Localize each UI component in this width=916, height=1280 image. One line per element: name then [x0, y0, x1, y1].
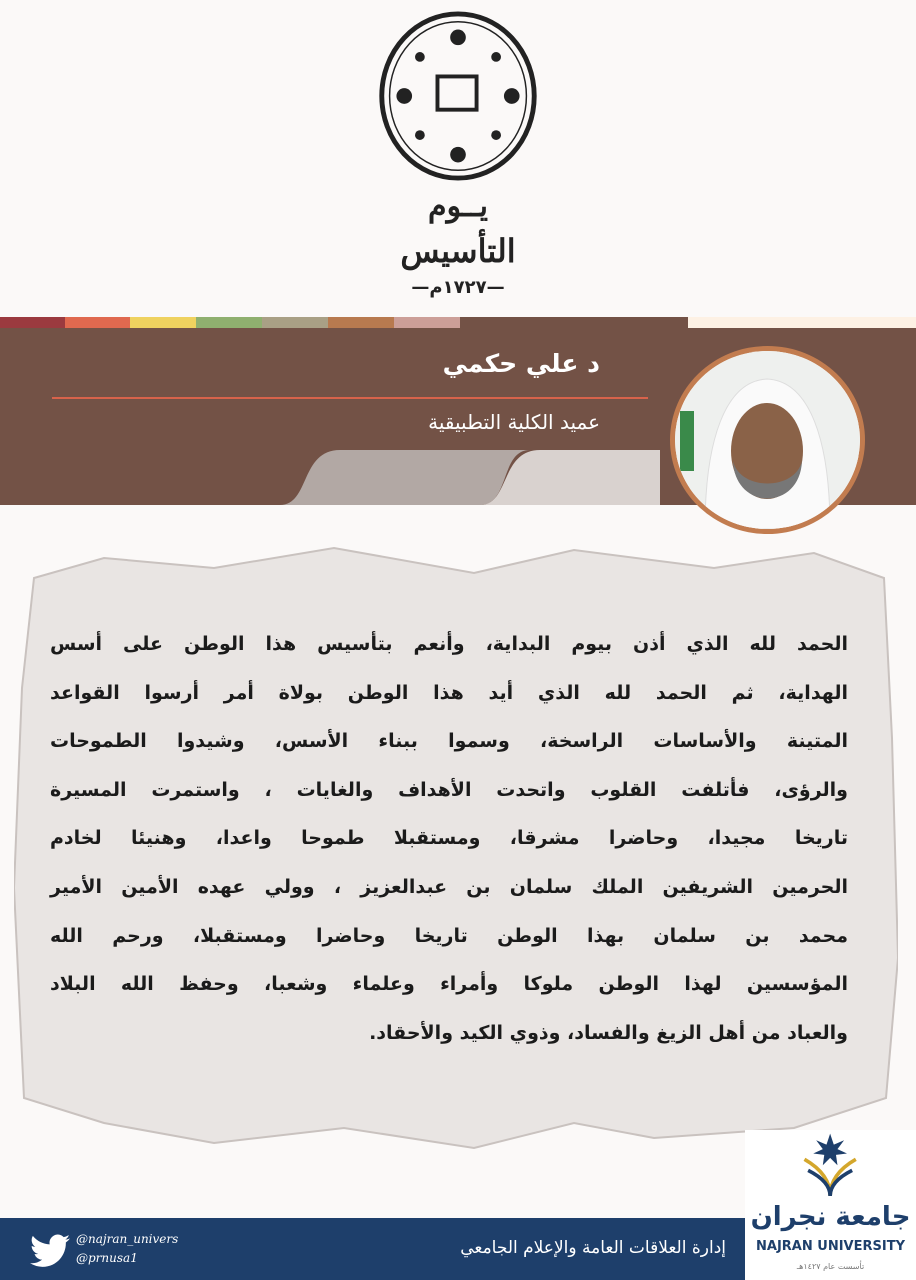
body-line: الحمد لله الذي أذن بيوم البداية، وأنعم بتأسيس هذا الوطن على أسس	[50, 633, 848, 655]
body-line: محمد بن سلمان بهذا الوطن تاريخا وحاضرا ومستقبلا، ورحم الله	[50, 924, 848, 947]
university-emblem-icon	[745, 1130, 916, 1196]
twitter-handles	[76, 1230, 178, 1268]
body-text	[50, 620, 848, 1057]
body-line: الهداية، ثم الحمد لله الذي أيد هذا الوطن بولاة أمر أرسوا القواعد	[50, 681, 848, 704]
divider	[52, 397, 648, 399]
logo-year: —١٧٢٧م—	[411, 277, 505, 298]
body-line: والرؤى، فأتلفت القلوب واتحدت الأهداف والغايات ، واستمرت المسيرة	[50, 778, 848, 801]
twitter-handle-1[interactable]: @najran_univers	[76, 1232, 179, 1246]
logo-line2: التأسيس	[400, 232, 516, 270]
university-founded: تأسست عام ١٤٢٧هـ	[796, 1262, 865, 1271]
logo-line1: يــوم	[428, 189, 488, 224]
founding-day-seal-icon	[375, 10, 541, 182]
founding-day-logo	[360, 186, 556, 302]
person-photo	[670, 346, 865, 534]
body-line: المتينة والأساسات الراسخة، وسموا ببناء الأسس، وشيدوا الطموحات	[50, 730, 848, 753]
university-name-arabic: جامعة نجران	[750, 1202, 911, 1232]
person-role: عميد الكلية التطبيقية	[428, 410, 600, 434]
decorative-waves	[280, 448, 660, 505]
twitter-handle-2[interactable]: @prnusa1	[76, 1251, 138, 1265]
body-line: الحرمين الشريفين الملك سلمان بن عبدالعزيز ، وولي عهده الأمين الأمير	[50, 875, 848, 898]
university-name-english: NAJRAN UNIVERSITY	[756, 1239, 905, 1254]
department-name: إدارة العلاقات العامة والإعلام الجامعي	[460, 1238, 726, 1258]
body-line: والعباد من أهل الزيغ والفساد، وذوي الكيد والأحقاد.	[369, 1021, 848, 1044]
body-line: تاريخا مجيدا، وحاضرا مشرقا، ومستقبلا طموحا واعدا، وهنيئا لخادم	[50, 827, 848, 850]
twitter-icon[interactable]	[30, 1234, 70, 1268]
body-line: المؤسسين لهذا الوطن ملوكا وأمراء وعلماء وشعبا، وحفظ الله البلاد	[50, 973, 848, 996]
person-name: د علي حكمي	[442, 349, 600, 378]
